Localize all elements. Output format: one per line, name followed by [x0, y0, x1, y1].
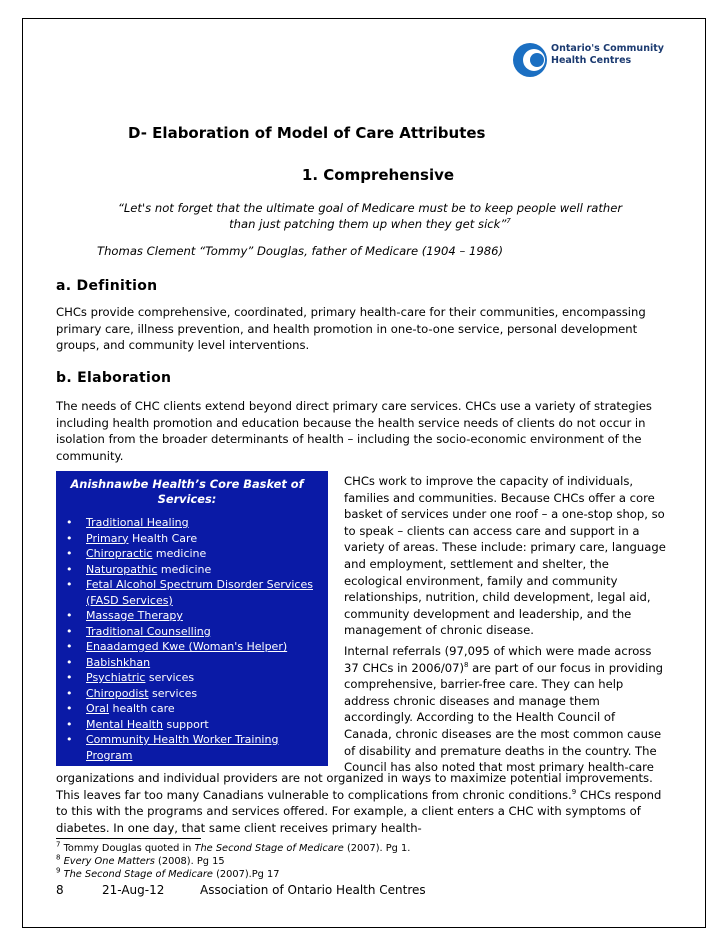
quote-attribution: Thomas Clement “Tommy” Douglas, father of Medicare (1904 – 1986) — [97, 244, 503, 258]
service-suffix: Health Care — [128, 531, 198, 545]
bullet-icon: • — [66, 717, 73, 731]
quote-text: “Let's not forget that the ultimate goal of Medicare must be to keep people well rather than just patching them up when they get sick” — [117, 201, 623, 231]
logo-line-2: Health Centres — [551, 55, 632, 66]
service-link[interactable]: Traditional Counselling — [86, 624, 211, 638]
list-item — [62, 686, 324, 702]
footnote-title: Every One Matters — [63, 856, 155, 867]
bullet-icon: • — [66, 655, 73, 669]
page-footer — [56, 883, 426, 897]
service-link[interactable]: Naturopathic — [86, 562, 158, 576]
service-suffix: services — [148, 686, 198, 700]
footnote-post: (2007). Pg 1. — [343, 843, 411, 854]
footer-org: Association of Ontario Health Centres — [200, 883, 426, 897]
bullet-icon: • — [66, 702, 73, 715]
service-suffix: support — [162, 717, 209, 731]
continuation-paragraph — [56, 770, 666, 836]
footnote-divider — [56, 838, 201, 839]
list-item — [62, 577, 324, 608]
page-number: 8 — [56, 883, 64, 897]
bullet-icon: • — [66, 516, 73, 529]
page-title: D- Elaboration of Model of Care Attributes — [128, 124, 486, 142]
list-item — [62, 732, 324, 763]
footnote-number: 7 — [56, 840, 61, 849]
footnote-ref-8: 8 — [464, 660, 469, 669]
bullet-icon: • — [66, 624, 73, 638]
list-item — [62, 546, 324, 562]
heading-elaboration: b. Elaboration — [56, 370, 172, 386]
bullet-icon: • — [66, 609, 73, 622]
list-item — [62, 515, 324, 531]
list-item — [62, 717, 324, 733]
service-link[interactable]: Oral — [86, 702, 109, 715]
core-services-title: Anishnawbe Health’s Core Basket of Services: — [70, 477, 304, 506]
logo-text — [551, 43, 664, 67]
bullet-icon: • — [66, 547, 73, 560]
bullet-icon: • — [66, 562, 73, 576]
logo-line-1: Ontario's Community — [551, 43, 664, 54]
service-link[interactable]: Primary — [86, 531, 129, 545]
service-link[interactable]: Community Health Worker Training Program — [86, 733, 279, 762]
list-item — [62, 562, 324, 578]
footnote-7 — [56, 840, 411, 855]
epigraph-quote — [110, 200, 630, 232]
footnote-post: (2007).Pg 17 — [212, 869, 280, 880]
footnote-number: 8 — [56, 853, 61, 862]
footer-date: 21-Aug-12 — [102, 883, 165, 897]
bullet-icon: • — [66, 733, 73, 746]
list-item — [62, 639, 324, 655]
list-item — [62, 670, 324, 686]
footnote-8 — [56, 853, 225, 868]
bullet-icon: • — [66, 686, 73, 700]
elaboration-paragraph: The needs of CHC clients extend beyond direct primary care services. CHCs use a variety of strategies including health promotion and education because the health service needs of clients do not occur in isolation from the broader determinants of health – including the socio-economic environment of the community. — [56, 399, 652, 463]
footnote-title: The Second Stage of Medicare — [63, 869, 213, 880]
service-link[interactable]: Massage Therapy — [86, 609, 183, 622]
referrals-paragraph — [344, 643, 666, 776]
capacity-paragraph: CHCs work to improve the capacity of individuals, families and communities. Because CHCs offer a core basket of services under one roof – a one-stop shop, so to speak – clients can access care and support in a variety of areas. These include: primary care, language and employment, settlement and shelter, the ecological environment, family and community relationships, nutrition, child development, legal aid, community development and leadership, and the management of chronic disease. — [344, 474, 666, 638]
core-services-box — [56, 471, 328, 766]
service-link[interactable]: Enaadamged Kwe (Woman's Helper) — [86, 640, 288, 653]
list-item — [62, 531, 324, 547]
definition-paragraph: CHCs provide comprehensive, coordinated, primary health-care for their communities, encompassing primary care, illness prevention, and health promotion in one-to-one service, personal development groups, and community level interventions. — [56, 305, 646, 352]
service-link[interactable]: Fetal Alcohol Spectrum Disorder Services (FASD Services) — [86, 578, 313, 607]
footnote-9 — [56, 866, 280, 881]
service-link[interactable]: Traditional Healing — [86, 516, 189, 529]
service-suffix: medicine — [152, 547, 207, 560]
footnote-post: (2008). Pg 15 — [154, 856, 225, 867]
continuation-text-a: organizations and individual providers are not organized in ways to maximize potential improvements. This leaves far too many Canadians vulnerable to complications from chronic conditions. — [56, 771, 653, 802]
bullet-icon: • — [66, 531, 73, 545]
bullet-icon: • — [66, 578, 73, 591]
service-link[interactable]: Mental Health — [86, 717, 163, 731]
service-link[interactable]: Chiropractic — [86, 547, 153, 560]
list-item — [62, 701, 324, 717]
referrals-text-b: are part of our focus in providing comprehensive, barrier-free care. They can help address chronic diseases and manage them accordingly. According to the Health Council of Canada, chronic diseases are the most common cause of disability and premature deaths in the country. The Council has also noted that most primary health-care — [344, 660, 664, 775]
list-item — [62, 624, 324, 640]
referrals-text-a: Internal referrals (97,095 of which were made across 37 CHCs in 2006/07) — [344, 644, 652, 675]
section-subtitle: 1. Comprehensive — [301, 166, 455, 184]
list-item — [62, 608, 324, 624]
service-suffix: medicine — [157, 562, 212, 576]
service-suffix: health care — [108, 702, 175, 715]
bullet-icon: • — [66, 640, 73, 653]
service-link[interactable]: Babishkhan — [86, 655, 151, 669]
quote-footnote-ref: 7 — [506, 217, 511, 226]
footnote-title: The Second Stage of Medicare — [194, 843, 344, 854]
service-link[interactable]: Chiropodist — [86, 686, 149, 700]
service-link[interactable]: Psychiatric — [86, 671, 146, 684]
footnote-pre: Tommy Douglas quoted in — [63, 843, 195, 854]
list-item — [62, 655, 324, 671]
service-suffix: services — [145, 671, 195, 684]
bullet-icon: • — [66, 671, 73, 684]
heading-definition: a. Definition — [56, 278, 158, 294]
core-services-list — [62, 515, 324, 763]
continuation-text-b: CHCs respond to this with the programs and services offered. For example, a client enters a CHC with symptoms of diabetes. In one day, that same client receives primary health- — [56, 787, 662, 835]
footnote-number: 9 — [56, 866, 61, 875]
footnote-ref-9: 9 — [571, 787, 577, 796]
